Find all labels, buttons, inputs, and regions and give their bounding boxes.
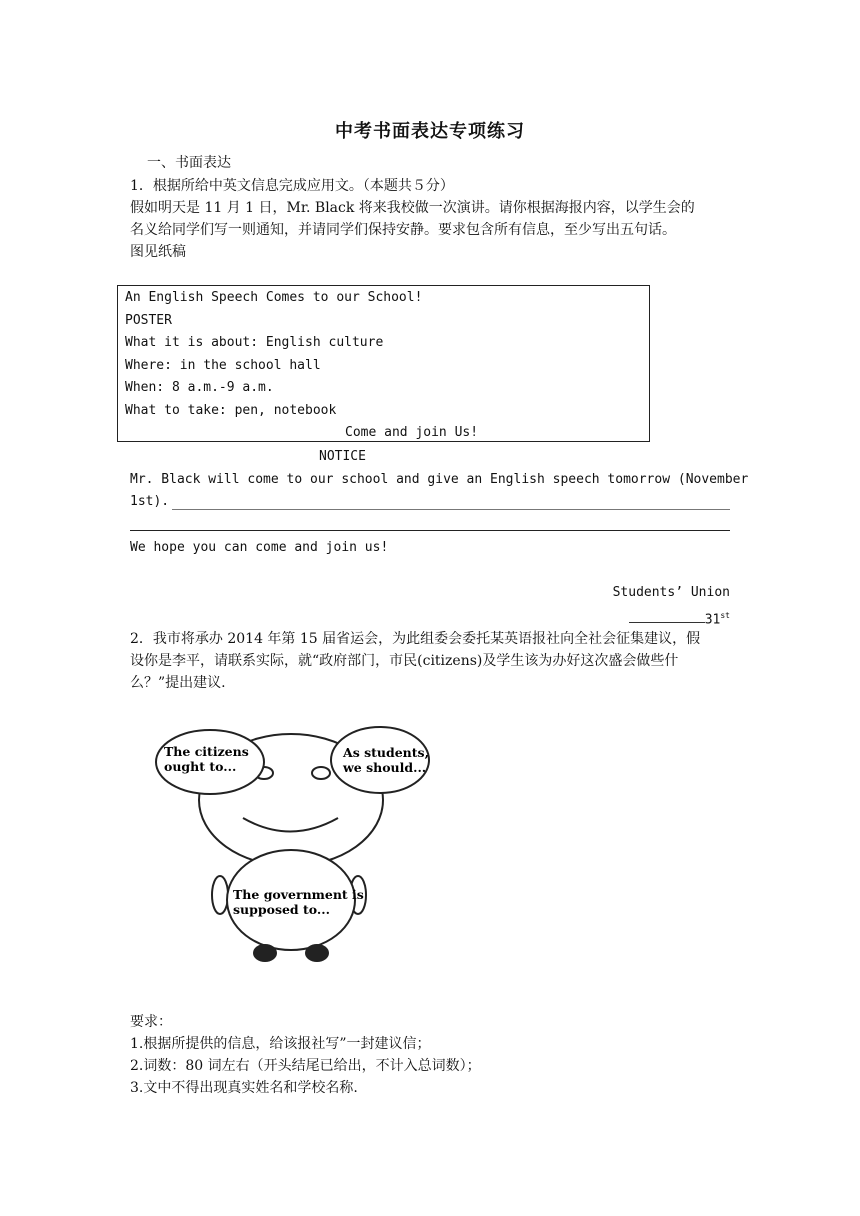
requirement-item: 2.词数：80 词左右（开头结尾已给出，不计入总词数）； bbox=[130, 1058, 481, 1074]
section-heading: 一、书面表达 bbox=[147, 155, 231, 171]
requirements-heading: 要求： bbox=[130, 1014, 172, 1030]
notice-closing: We hope you can come and join us! bbox=[130, 540, 389, 555]
bubble-government-text-2: supposed to... bbox=[233, 902, 330, 917]
notice-title: NOTICE bbox=[319, 449, 366, 464]
writing-line bbox=[130, 530, 730, 531]
date-suffix: st bbox=[720, 611, 730, 620]
q2-prompt-1: 2．我市将承办 2014 年第 15 届省运会，为此组委会委托某英语报社向全社会征集建议，假 bbox=[130, 631, 701, 647]
q2-prompt-3: 么？”提出建议. bbox=[130, 675, 226, 691]
cartoon-illustration bbox=[150, 720, 440, 970]
bubble-citizens-text-2: ought to... bbox=[164, 759, 237, 774]
notice-line-2: 1st). bbox=[130, 494, 170, 509]
bubble-students-text-2: we should... bbox=[343, 760, 427, 775]
cartoon-arm-left bbox=[212, 876, 228, 914]
q1-instruction-2: 名义给同学们写一则通知，并请同学们保持安静。要求包含所有信息，至少写出五句话。 bbox=[130, 222, 676, 238]
cartoon-foot-left bbox=[253, 944, 277, 962]
bubble-students-text-1: As students, bbox=[343, 745, 429, 760]
q1-prompt: 1．根据所给中英文信息完成应用文。（本题共５分） bbox=[130, 178, 454, 194]
date-blank bbox=[629, 608, 705, 623]
poster-box bbox=[117, 285, 650, 442]
poster-line: When: 8 a.m.-9 a.m. bbox=[125, 380, 274, 395]
bubble-government-text-1: The government is bbox=[233, 887, 364, 902]
page-title: 中考书面表达专项练习 bbox=[335, 121, 525, 142]
notice-line-1: Mr. Black will come to our school and give an English speech tomorrow (November bbox=[130, 472, 749, 487]
q1-instruction-3: 图见纸稿 bbox=[130, 244, 186, 260]
cartoon-mouth bbox=[243, 818, 338, 832]
signature: Students’ Union bbox=[612, 585, 730, 600]
poster-footer: Come and join Us! bbox=[345, 425, 479, 440]
bubble-citizens-text-1: The citizens bbox=[164, 744, 249, 759]
poster-line: An English Speech Comes to our School! bbox=[125, 290, 423, 305]
requirement-item: 1.根据所提供的信息，给该报社写”一封建议信； bbox=[130, 1036, 431, 1052]
cartoon-foot-right bbox=[305, 944, 329, 962]
q1-instruction-1: 假如明天是 11 月 1 日，Mr. Black 将来我校做一次演讲。请你根据海报内容，以学生会的 bbox=[130, 200, 695, 216]
poster-line: What it is about: English culture bbox=[125, 335, 384, 350]
q2-prompt-2: 设你是李平，请联系实际，就“政府部门，市民(citizens)及学生该为办好这次盛会做些什 bbox=[130, 653, 679, 669]
poster-line: What to take: pen, notebook bbox=[125, 403, 337, 418]
poster-line: POSTER bbox=[125, 313, 172, 328]
poster-line: Where: in the school hall bbox=[125, 358, 321, 373]
date-number: 31 bbox=[704, 612, 721, 628]
writing-line bbox=[172, 509, 730, 510]
requirement-item: 3.文中不得出现真实姓名和学校名称. bbox=[130, 1080, 358, 1096]
cartoon-eye-right bbox=[312, 767, 330, 779]
